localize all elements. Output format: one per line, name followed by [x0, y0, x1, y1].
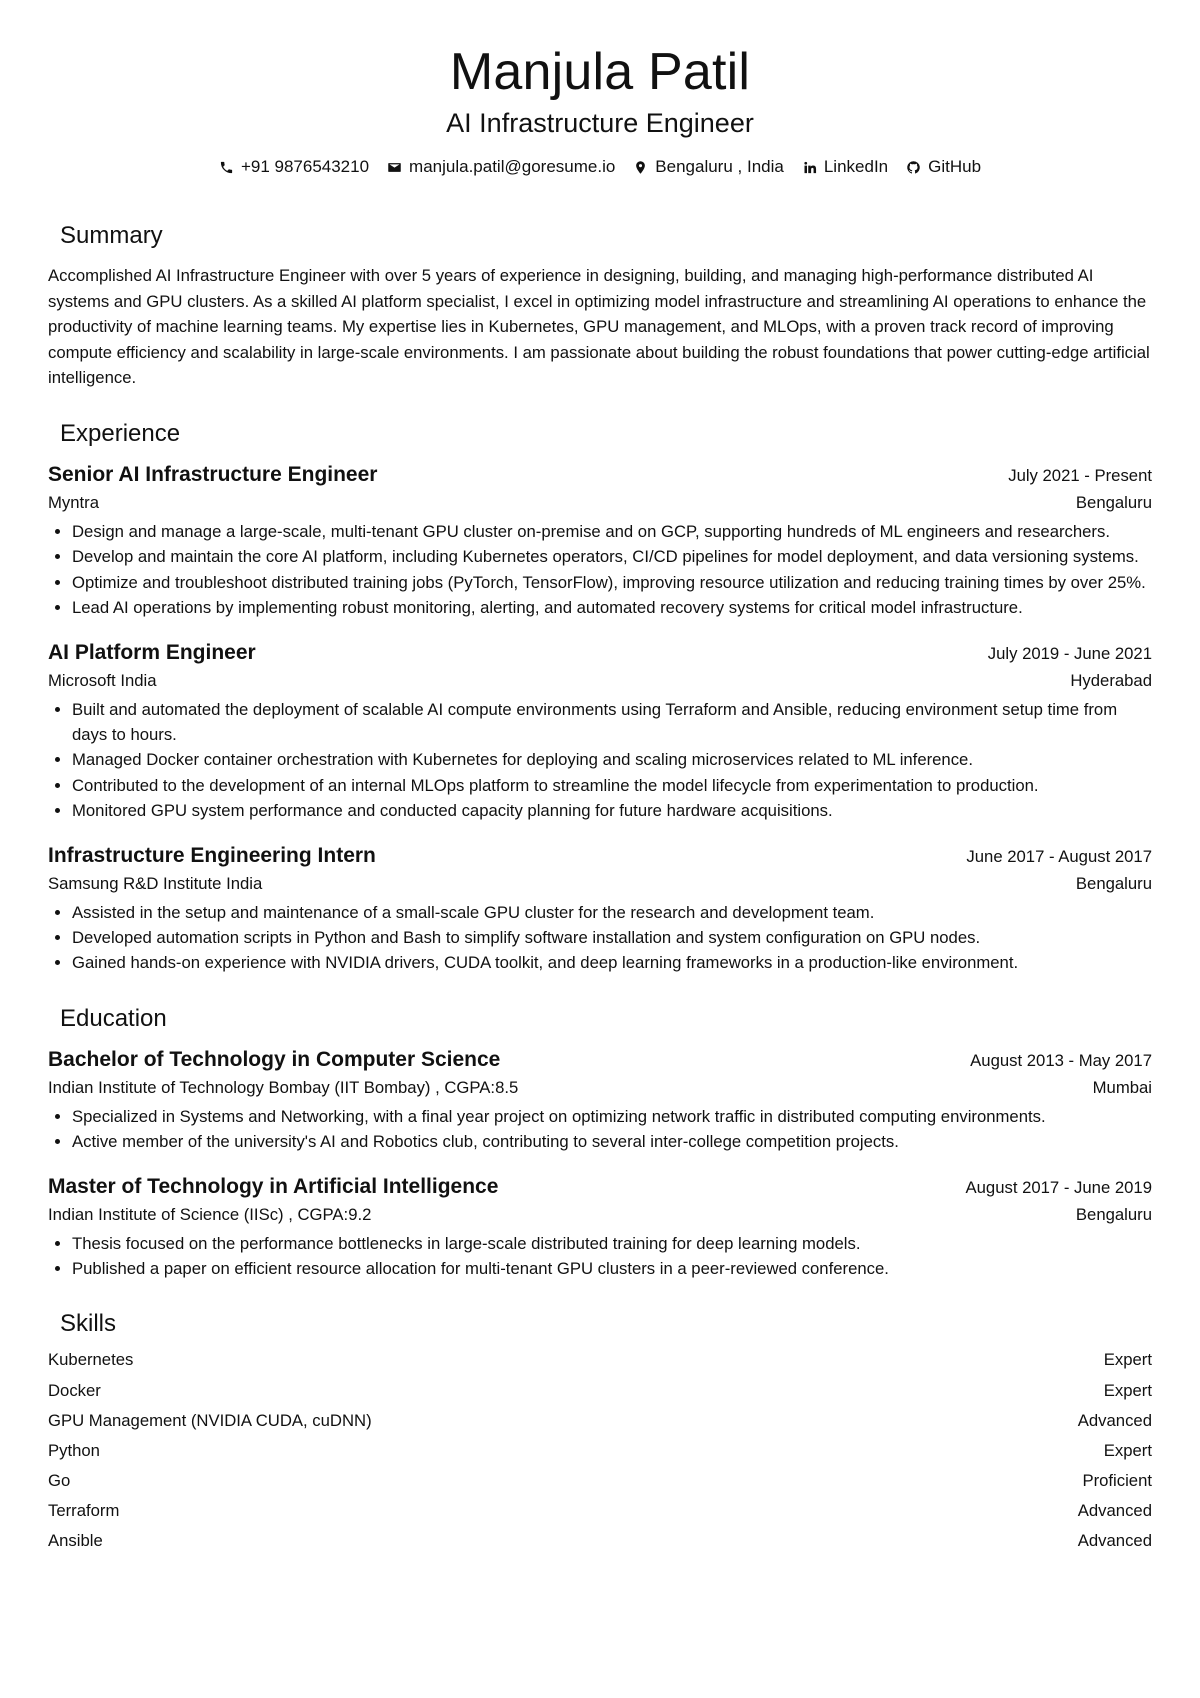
bullet-item: • Contributed to the development of an internal MLOps platform to streamline the model lifecycle from experimentation to production. [72, 773, 1152, 798]
skills-section [48, 1309, 1152, 1556]
job-bullets [48, 900, 1152, 976]
skill-name: Ansible [48, 1531, 103, 1551]
bullet-item: • Gained hands-on experience with NVIDIA drivers, CUDA toolkit, and deep learning frameworks in a production-like environment. [72, 950, 1152, 975]
skill-level: Advanced [1077, 1410, 1152, 1430]
degree-bullets [48, 1231, 1152, 1282]
bullet-item: • Published a paper on efficient resource allocation for multi-tenant GPU clusters in a peer-reviewed conference. [72, 1256, 1152, 1281]
job-bullets [48, 697, 1152, 824]
bullet-item: • Design and manage a large-scale, multi-tenant GPU cluster on-premise and on GCP, supporting hundreds of ML engineers and researchers. [72, 519, 1152, 544]
experience-heading: Experience [60, 419, 181, 447]
skill-name: Kubernetes [48, 1350, 134, 1370]
education-heading: Education [60, 1004, 167, 1032]
bullet-item: • Lead AI operations by implementing robust monitoring, alerting, and automated recovery systems for critical model infrastructure. [72, 595, 1152, 620]
skill-level: Expert [1103, 1440, 1152, 1460]
bullet-item: • Develop and maintain the core AI platform, including Kubernetes operators, CI/CD pipelines for model deployment, and data versioning systems. [72, 544, 1152, 569]
bullet-item: • Built and automated the deployment of scalable AI compute environments using Terraform and Ansible, reducing environment setup time from days to hours. [72, 697, 1152, 748]
degree-bullets [48, 1104, 1152, 1155]
job-company: Microsoft India [48, 670, 157, 690]
job-dates: July 2021 - Present [1008, 465, 1152, 485]
degree-location: Mumbai [1092, 1077, 1152, 1097]
bullet-item: • Thesis focused on the performance bottlenecks in large-scale distributed training for deep learning models. [72, 1231, 1152, 1256]
bullet-item: • Assisted in the setup and maintenance of a small-scale GPU cluster for the research and development team. [72, 900, 1152, 925]
linkedin-text: LinkedIn [823, 157, 889, 176]
experience-section [48, 419, 1152, 976]
location-pin-icon [633, 160, 648, 175]
summary-section [48, 221, 1152, 391]
skill-level: Advanced [1077, 1500, 1152, 1520]
skill-level: Expert [1103, 1380, 1152, 1400]
degree-title: Master of Technology in Artificial Intelligence [48, 1174, 499, 1198]
bullet-item: • Specialized in Systems and Networking, with a final year project on optimizing network traffic in distributed computing environments. [72, 1104, 1152, 1129]
bullet-item: • Active member of the university's AI and Robotics club, contributing to several inter-college competition projects. [72, 1129, 1152, 1154]
job-dates: July 2019 - June 2021 [987, 643, 1152, 663]
contact-email[interactable] [387, 156, 615, 178]
skills-heading: Skills [60, 1310, 117, 1338]
skill-row [48, 1406, 1152, 1436]
skill-name: Python [48, 1440, 100, 1460]
contact-linkedin[interactable] [802, 156, 888, 178]
location-text: Bengaluru , India [655, 157, 784, 176]
skill-row [48, 1376, 1152, 1406]
job-dates: June 2017 - August 2017 [966, 846, 1152, 866]
email-text: manjula.patil@goresume.io [409, 157, 616, 176]
job-title: AI Platform Engineer [48, 640, 256, 664]
github-icon [906, 160, 921, 175]
skill-row [48, 1436, 1152, 1466]
degree-entry [48, 1046, 1152, 1155]
bullet-item: • Optimize and troubleshoot distributed training jobs (PyTorch, TensorFlow), improving resource utilization and reducing training times by over 25%. [72, 570, 1152, 595]
job-title: Infrastructure Engineering Intern [48, 843, 376, 867]
degree-location: Bengaluru [1075, 1204, 1152, 1224]
degree-dates: August 2017 - June 2019 [965, 1177, 1152, 1197]
phone-text: +91 9876543210 [240, 157, 370, 176]
job-location: Bengaluru [1075, 873, 1152, 893]
education-section [48, 1004, 1152, 1282]
job-location: Bengaluru [1075, 492, 1152, 512]
degree-title: Bachelor of Technology in Computer Science [48, 1047, 501, 1071]
contact-bar [48, 156, 1152, 178]
skill-level: Expert [1103, 1350, 1152, 1370]
job-location: Hyderabad [1070, 670, 1152, 690]
github-text: GitHub [928, 157, 982, 176]
skills-list [48, 1345, 1152, 1556]
summary-text: Accomplished AI Infrastructure Engineer with over 5 years of experience in designing, building, and managing high-performance distributed AI systems and GPU clusters. As a skilled AI platform specialist, I excel in optimizing model infrastructure and streamlining AI operations to enhance the productivity of machine learning teams. My expertise lies in Kubernetes, GPU management, and MLOps, with a proven track record of improving compute efficiency and scalability in large-scale environments. I am passionate about building the robust foundations that power cutting-edge artificial intelligence. [48, 266, 1150, 388]
contact-github[interactable] [906, 156, 981, 178]
summary-heading: Summary [60, 222, 163, 249]
skill-name: GPU Management (NVIDIA CUDA, cuDNN) [48, 1410, 372, 1430]
bullet-item: • Developed automation scripts in Python and Bash to simplify software installation and system configuration on GPU nodes. [72, 925, 1152, 950]
skill-row [48, 1496, 1152, 1526]
degree-school: Indian Institute of Technology Bombay (IIT Bombay) , CGPA:8.5 [48, 1077, 519, 1097]
skill-row [48, 1345, 1152, 1375]
job-company: Myntra [48, 492, 99, 512]
bullet-item: • Monitored GPU system performance and conducted capacity planning for future hardware acquisitions. [72, 798, 1152, 823]
resume-header [48, 0, 1152, 178]
phone-icon [219, 160, 234, 175]
candidate-name: Manjula Patil [449, 43, 751, 101]
skill-level: Advanced [1077, 1531, 1152, 1551]
job-title: Senior AI Infrastructure Engineer [48, 462, 378, 486]
job-bullets [48, 519, 1152, 621]
degree-dates: August 2013 - May 2017 [970, 1050, 1152, 1070]
bullet-item: • Managed Docker container orchestration with Kubernetes for deploying and scaling microservices related to ML inference. [72, 747, 1152, 772]
linkedin-icon [802, 160, 817, 175]
skill-level: Proficient [1082, 1470, 1152, 1490]
job-entry [48, 639, 1152, 824]
job-entry [48, 842, 1152, 976]
skill-row [48, 1466, 1152, 1496]
contact-phone[interactable] [219, 156, 369, 178]
job-company: Samsung R&D Institute India [48, 873, 263, 893]
job-entry [48, 461, 1152, 621]
degree-entry [48, 1173, 1152, 1282]
mail-icon [387, 160, 402, 175]
skill-name: Go [48, 1470, 71, 1490]
degree-school: Indian Institute of Science (IISc) , CGPA:9.2 [48, 1204, 372, 1224]
skill-name: Terraform [48, 1500, 120, 1520]
skill-row [48, 1526, 1152, 1556]
contact-location [633, 156, 784, 178]
skill-name: Docker [48, 1380, 101, 1400]
candidate-title: AI Infrastructure Engineer [446, 108, 754, 138]
